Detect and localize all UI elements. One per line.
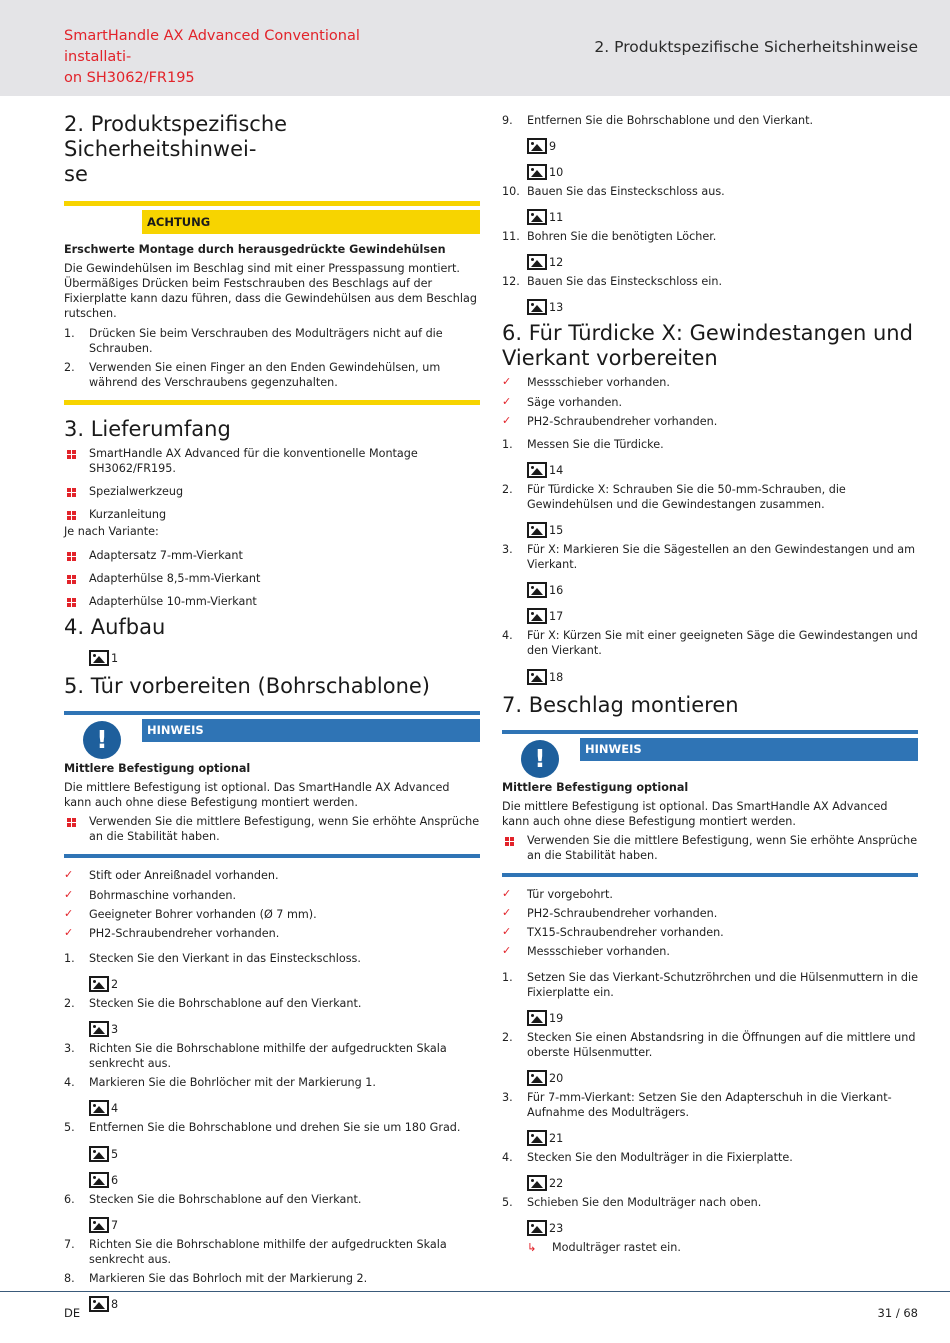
step-text: Für Türdicke X: Schrauben Sie die 50-mm-Schrauben, die Gewindehülsen und die Gewindestangen zusammen.	[527, 482, 846, 511]
procedure-step	[502, 1195, 918, 1210]
step-number: 2.	[502, 482, 513, 496]
checkmark-icon: ✓	[64, 887, 74, 901]
figure-number: 3	[111, 1023, 119, 1037]
image-icon	[527, 582, 547, 598]
list-item	[64, 484, 480, 499]
section-6-heading-line-1: 6. Für Türdicke X: Gewindestangen und	[502, 321, 913, 346]
step-text: Für X: Kürzen Sie mit einer geeigneten Säge die Gewindestangen und den Vierkant.	[527, 629, 918, 658]
list-item	[64, 814, 480, 844]
procedure-step	[502, 437, 918, 452]
image-icon	[89, 1217, 109, 1233]
prerequisite-item	[502, 414, 918, 429]
prerequisite-item	[502, 906, 918, 921]
section-7-heading: 7. Beschlag montieren	[502, 692, 739, 717]
right-column	[502, 113, 918, 1256]
prerequisite-text: PH2-Schraubendreher vorhanden.	[527, 414, 718, 428]
step-text: Für 7-mm-Vierkant: Setzen Sie den Adapterschuh in die Vierkant-Aufnahme des Modulträgers.	[527, 1090, 892, 1120]
document-title	[64, 26, 424, 89]
list-item-text: Adapterhülse 8,5-mm-Vierkant	[89, 571, 261, 585]
procedure-step	[64, 1075, 480, 1090]
document-title-line-2: on SH3062/FR195	[64, 70, 195, 86]
image-icon	[527, 299, 547, 315]
document-title-line-1: SmartHandle AX Advanced Conventional installati-	[64, 28, 360, 65]
step-text: Bauen Sie das Einsteckschloss aus.	[527, 185, 725, 199]
step-number: 1.	[64, 951, 75, 965]
figure-number: 10	[549, 166, 564, 180]
procedure-step	[502, 482, 918, 512]
figure-reference	[502, 1063, 918, 1086]
figure-reference	[502, 131, 918, 154]
image-icon	[527, 1070, 547, 1086]
notice-box-top-rule	[64, 711, 480, 715]
hinweis-signal-word: HINWEIS	[142, 719, 480, 742]
running-section-title: 2. Produktspezifische Sicherheitshinweise	[594, 38, 918, 56]
step-text: Schieben Sie den Modulträger nach oben.	[527, 1196, 762, 1210]
image-icon	[89, 1172, 109, 1188]
step-text: Entfernen Sie die Bohrschablone und drehen Sie sie um 180 Grad.	[89, 1121, 461, 1135]
figure-number: 12	[549, 256, 564, 270]
prerequisite-text: Tür vorgebohrt.	[527, 888, 613, 902]
prerequisite-text: Säge vorhanden.	[527, 395, 623, 409]
figure-reference	[502, 292, 918, 315]
step-number: 3.	[502, 543, 513, 557]
step-number: 9.	[502, 114, 513, 127]
footer-page-number: 31 / 68	[877, 1306, 918, 1320]
prerequisite-item	[502, 887, 918, 902]
prerequisite-text: Messschieber vorhanden.	[527, 945, 670, 959]
list-item-text: Spezialwerkzeug	[89, 485, 184, 499]
step-number: 1.	[502, 437, 513, 451]
notice-body: Die mittlere Befestigung ist optional. Das SmartHandle AX Advanced kann auch ohne diese Befestigung montiert werden.	[502, 799, 888, 828]
image-icon	[527, 209, 547, 225]
warning-box-top-rule	[64, 201, 480, 206]
square-bullet-icon	[67, 488, 76, 497]
prerequisite-text: Geeigneter Bohrer vorhanden (Ø 7 mm).	[89, 907, 317, 921]
figure-reference	[64, 1289, 480, 1312]
delivery-list	[64, 446, 480, 522]
prerequisite-item	[502, 925, 918, 940]
figure-number: 19	[549, 1011, 564, 1025]
step-number: 7.	[64, 1237, 75, 1251]
warning-steps	[64, 326, 480, 390]
step-number: 11.	[502, 230, 520, 244]
procedure-steps	[502, 437, 918, 685]
checkmark-icon: ✓	[64, 925, 74, 939]
step-text: Stecken Sie den Vierkant in das Einsteckschloss.	[89, 951, 361, 965]
step-number: 1.	[64, 326, 75, 340]
step-text: Bohren Sie die benötigten Löcher.	[527, 230, 717, 244]
step-text: Verwenden Sie einen Finger an den Enden Gewindehülsen, um während des Verschraubens gegenzuhalten.	[89, 360, 441, 389]
procedure-step	[502, 1030, 918, 1060]
prerequisite-item	[502, 395, 918, 410]
step-text: Für X: Markieren Sie die Sägestellen an den Gewindestangen und am Vierkant.	[527, 543, 916, 572]
exclamation-icon: !	[521, 740, 559, 778]
step-number: 3.	[502, 1090, 513, 1104]
checkmark-icon: ✓	[64, 906, 74, 920]
figure-reference	[502, 515, 918, 538]
prerequisite-text: Stift oder Anreißnadel vorhanden.	[89, 869, 279, 883]
prerequisite-item	[64, 888, 480, 903]
notice-title: Mittlere Befestigung optional	[64, 761, 251, 775]
square-bullet-icon	[67, 598, 76, 607]
figure-number: 18	[549, 670, 564, 684]
figure-number: 1	[111, 651, 119, 665]
image-icon	[527, 462, 547, 478]
prerequisite-text: TX15-Schraubendreher vorhanden.	[527, 926, 724, 940]
figure-reference	[502, 247, 918, 270]
step-number: 1.	[502, 970, 513, 984]
step-number: 6.	[64, 1192, 75, 1206]
square-bullet-icon	[67, 575, 76, 584]
list-item	[64, 571, 480, 586]
image-icon	[89, 1021, 109, 1037]
figure-reference	[64, 1139, 480, 1162]
step-number: 4.	[64, 1076, 75, 1090]
step-text: Markieren Sie die Bohrlöcher mit der Markierung 1.	[89, 1076, 376, 1090]
step-number: 2.	[64, 996, 75, 1010]
step-text: Richten Sie die Bohrschablone mithilfe der aufgedruckten Skala senkrecht aus.	[89, 1042, 447, 1071]
prerequisite-item	[64, 907, 480, 922]
figure-number: 8	[111, 1297, 119, 1311]
figure-reference	[64, 1210, 480, 1233]
procedure-steps	[64, 951, 480, 1312]
exclamation-icon: !	[83, 721, 121, 759]
image-icon	[527, 522, 547, 538]
procedure-step	[64, 1271, 480, 1286]
warning-body: Die Gewindehülsen im Beschlag sind mit einer Presspassung montiert. Übermäßiges Drücken beim Festschrauben des Beschlags auf der Fixierplatte kann dazu führen, dass die Gewindehülsen aus dem Beschlag rutschen.	[64, 262, 477, 321]
figure-reference	[64, 643, 480, 666]
prerequisite-item	[502, 375, 918, 390]
list-item	[64, 594, 480, 609]
image-icon	[527, 669, 547, 685]
prerequisites-list	[502, 375, 918, 428]
section-6-heading-line-2: Vierkant vorbereiten	[502, 346, 718, 371]
square-bullet-icon	[67, 818, 76, 827]
figure-number: 20	[549, 1071, 564, 1085]
image-icon	[527, 1010, 547, 1026]
image-icon	[527, 138, 547, 154]
image-icon	[89, 1146, 109, 1162]
figure-number: 22	[549, 1177, 564, 1191]
image-icon	[89, 650, 109, 666]
figure-number: 6	[111, 1173, 119, 1187]
figure-reference	[502, 455, 918, 478]
checkmark-icon: ✓	[502, 925, 512, 939]
checkmark-icon: ✓	[502, 394, 512, 408]
checkmark-icon: ✓	[502, 944, 512, 958]
procedure-step	[64, 1192, 480, 1207]
checkmark-icon: ✓	[502, 375, 512, 389]
section-5-heading: 5. Tür vorbereiten (Bohrschablone)	[64, 673, 430, 698]
notice-title: Mittlere Befestigung optional	[502, 780, 689, 794]
warning-box	[64, 210, 480, 405]
notice-box	[64, 719, 480, 859]
procedure-step	[502, 970, 918, 1000]
warning-step	[64, 360, 480, 390]
procedure-step	[502, 229, 918, 244]
figure-reference	[502, 1213, 918, 1236]
section-2-heading-line-2: se	[64, 162, 88, 186]
figure-number: 16	[549, 584, 564, 598]
notice-signal-row	[64, 719, 480, 757]
prerequisite-text: Messschieber vorhanden.	[527, 376, 670, 390]
prerequisites-list	[502, 887, 918, 959]
step-text: Markieren Sie das Bohrloch mit der Markierung 2.	[89, 1271, 368, 1285]
figure-reference	[64, 1093, 480, 1116]
step-number: 5.	[64, 1121, 75, 1135]
footer-language: DE	[64, 1306, 81, 1320]
step-text: Stecken Sie einen Abstandsring in die Öffnungen auf die mittlere und oberste Hülsenmutter.	[527, 1030, 916, 1059]
notice-list	[64, 814, 480, 844]
step-text: Stecken Sie die Bohrschablone auf den Vierkant.	[89, 996, 362, 1010]
prerequisite-text: PH2-Schraubendreher vorhanden.	[527, 907, 718, 921]
warning-step	[64, 326, 480, 356]
step-text: Stecken Sie die Bohrschablone auf den Vierkant.	[89, 1192, 362, 1206]
square-bullet-icon	[505, 837, 514, 846]
prerequisite-text: Bohrmaschine vorhanden.	[89, 888, 237, 902]
step-number: 4.	[502, 1151, 513, 1165]
image-icon	[527, 1220, 547, 1236]
step-text: Entfernen Sie die Bohrschablone und den Vierkant.	[527, 114, 814, 127]
step-number: 4.	[502, 629, 513, 643]
image-icon	[89, 1100, 109, 1116]
figure-reference	[502, 575, 918, 598]
section-6-heading	[502, 321, 918, 371]
checkmark-icon: ✓	[502, 887, 512, 901]
figure-number: 14	[549, 463, 564, 477]
result-arrow-icon: ↳	[527, 1241, 537, 1255]
procedure-step	[64, 1237, 480, 1267]
variant-list	[64, 548, 480, 609]
step-text: Setzen Sie das Vierkant-Schutzröhrchen und die Hülsenmuttern in die Fixierplatte ein.	[527, 970, 918, 999]
hinweis-signal-word: HINWEIS	[580, 738, 918, 761]
step-number: 3.	[64, 1042, 75, 1056]
image-icon	[89, 1296, 109, 1312]
footer-divider	[0, 1291, 950, 1292]
figure-reference	[502, 662, 918, 685]
notice-signal-row	[502, 738, 918, 776]
figure-number: 2	[111, 977, 119, 991]
prerequisite-item	[64, 868, 480, 883]
prerequisites-list	[64, 868, 480, 940]
step-text: Richten Sie die Bohrschablone mithilfe der aufgedruckten Skala senkrecht aus.	[89, 1237, 447, 1266]
result-item	[527, 1240, 918, 1255]
list-item-text: Kurzanleitung	[89, 508, 167, 522]
procedure-step	[502, 542, 918, 572]
figure-reference	[502, 157, 918, 180]
figure-number: 15	[549, 524, 564, 538]
list-item-text: Adaptersatz 7-mm-Vierkant	[89, 548, 243, 562]
warning-signal-row	[64, 210, 480, 234]
figure-reference	[502, 1123, 918, 1146]
figure-reference	[64, 1014, 480, 1037]
list-item	[502, 833, 918, 863]
step-number: 5.	[502, 1196, 513, 1210]
image-icon	[527, 1175, 547, 1191]
figure-number: 23	[549, 1222, 564, 1236]
procedure-step	[502, 113, 918, 128]
checkmark-icon: ✓	[64, 868, 74, 882]
checkmark-icon: ✓	[502, 413, 512, 427]
list-item	[64, 507, 480, 522]
step-text: Stecken Sie den Modulträger in die Fixierplatte.	[527, 1151, 793, 1165]
figure-reference	[64, 969, 480, 992]
list-item-text: Adapterhülse 10-mm-Vierkant	[89, 594, 257, 608]
figure-number: 5	[111, 1147, 119, 1161]
notice-body: Die mittlere Befestigung ist optional. Das SmartHandle AX Advanced kann auch ohne diese Befestigung montiert werden.	[64, 780, 450, 810]
section-2-heading	[64, 112, 480, 187]
prerequisite-item	[64, 926, 480, 941]
list-item-text: Verwenden Sie die mittlere Befestigung, wenn Sie erhöhte Ansprüche an die Stabilität haben.	[89, 815, 480, 844]
page-header	[0, 0, 950, 96]
figure-number: 9	[549, 140, 557, 154]
step-number: 2.	[64, 360, 75, 374]
figure-reference	[64, 1165, 480, 1188]
list-item	[64, 446, 480, 476]
step-number: 10.	[502, 185, 520, 199]
figure-reference	[502, 202, 918, 225]
list-item-text: SmartHandle AX Advanced für die konventionelle Montage SH3062/FR195.	[89, 446, 418, 476]
image-icon	[527, 164, 547, 180]
figure-number: 4	[111, 1102, 119, 1116]
figure-number: 7	[111, 1218, 119, 1232]
figure-reference	[502, 1168, 918, 1191]
procedure-steps-continued	[502, 113, 918, 315]
procedure-step	[502, 628, 918, 658]
image-icon	[89, 976, 109, 992]
section-4-heading: 4. Aufbau	[64, 614, 166, 639]
procedure-step	[502, 184, 918, 199]
figure-number: 11	[549, 211, 564, 225]
image-icon	[527, 254, 547, 270]
step-number: 12.	[502, 275, 520, 289]
figure-reference	[502, 1003, 918, 1026]
prerequisite-text: PH2-Schraubendreher vorhanden.	[89, 926, 280, 940]
procedure-steps	[502, 970, 918, 1256]
step-number: 8.	[64, 1271, 75, 1285]
square-bullet-icon	[67, 511, 76, 520]
procedure-step	[502, 1090, 918, 1120]
procedure-step	[64, 1041, 480, 1071]
procedure-step	[502, 1150, 918, 1165]
step-text: Drücken Sie beim Verschrauben des Modulträgers nicht auf die Schrauben.	[89, 326, 443, 355]
notice-list	[502, 833, 918, 863]
step-text: Bauen Sie das Einsteckschloss ein.	[527, 275, 723, 289]
image-icon	[527, 1130, 547, 1146]
variant-label: Je nach Variante:	[64, 525, 159, 539]
left-column	[64, 112, 480, 1312]
step-number: 2.	[502, 1030, 513, 1044]
figure-number: 21	[549, 1132, 564, 1146]
procedure-step	[502, 274, 918, 289]
result-text: Modulträger rastet ein.	[552, 1241, 681, 1255]
image-icon	[527, 608, 547, 624]
procedure-step	[64, 996, 480, 1011]
square-bullet-icon	[67, 450, 76, 459]
figure-reference	[502, 601, 918, 624]
achtung-signal-word: ACHTUNG	[142, 210, 480, 234]
figure-number: 17	[549, 610, 564, 624]
square-bullet-icon	[67, 552, 76, 561]
section-3-heading: 3. Lieferumfang	[64, 416, 231, 441]
checkmark-icon: ✓	[502, 906, 512, 920]
notice-box-top-rule	[502, 730, 918, 734]
step-text: Messen Sie die Türdicke.	[527, 437, 664, 451]
procedure-step	[64, 951, 480, 966]
warning-title: Erschwerte Montage durch herausgedrückte Gewindehülsen	[64, 243, 446, 256]
section-2-heading-line-1: 2. Produktspezifische Sicherheitshinwei-	[64, 112, 288, 161]
procedure-step	[64, 1120, 480, 1135]
list-item-text: Verwenden Sie die mittlere Befestigung, wenn Sie erhöhte Ansprüche an die Stabilität haben.	[527, 833, 918, 862]
list-item	[64, 548, 480, 563]
prerequisite-item	[502, 944, 918, 959]
notice-box	[502, 738, 918, 878]
figure-number: 13	[549, 301, 564, 315]
